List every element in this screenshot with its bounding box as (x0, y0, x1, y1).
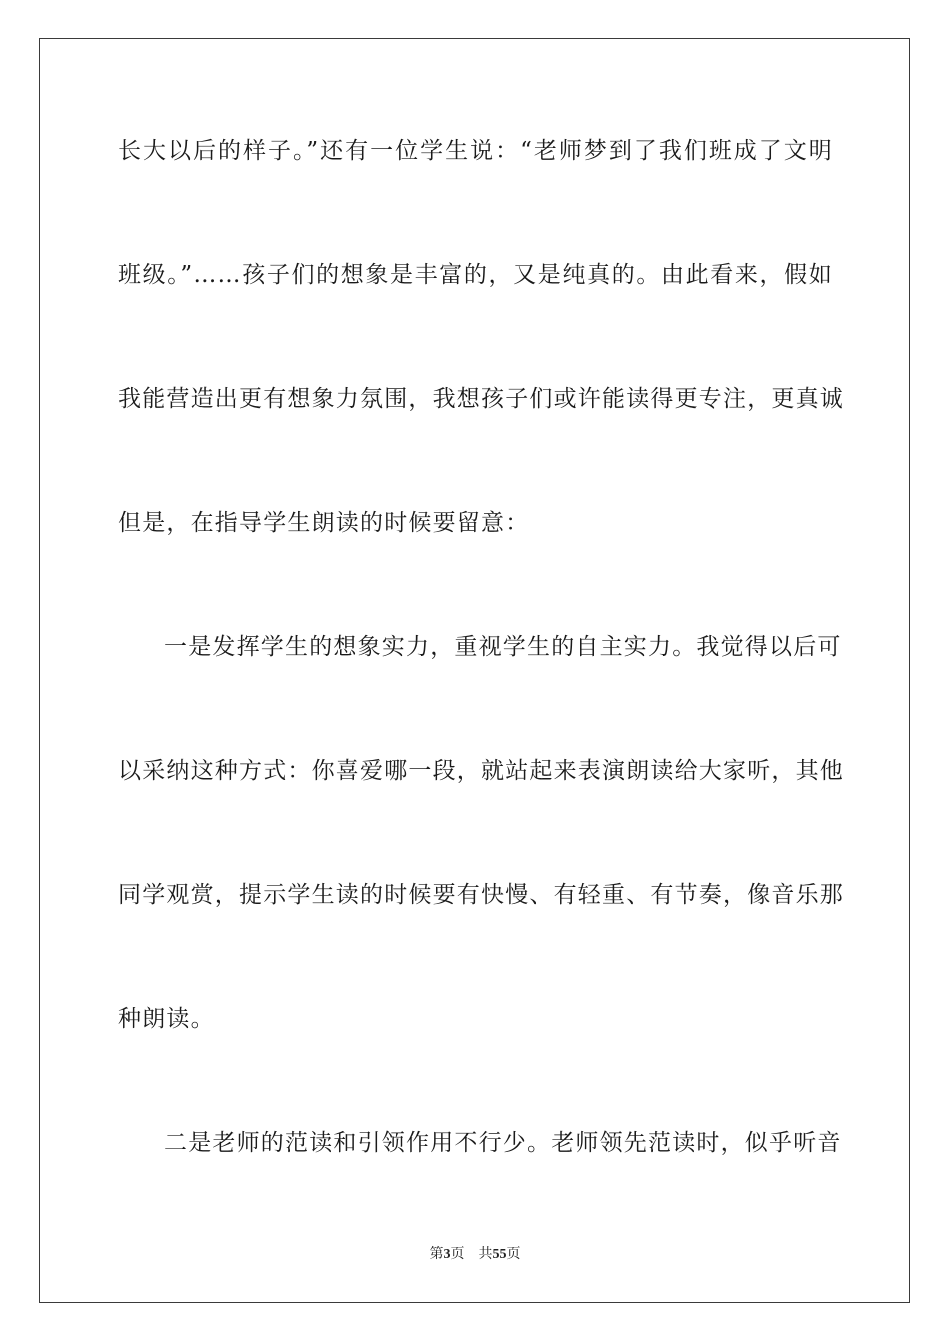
body-line-5: 一是发挥学生的想象实力，重视学生的自主实力。我觉得以后可 (164, 634, 842, 660)
page-footer (0, 1246, 950, 1264)
footer-page-number: 3 (443, 1247, 451, 1262)
body-line-3: 我能营造出更有想象力氛围，我想孩子们或许能读得更专注，更真诚 (118, 386, 844, 412)
footer-total-suffix: 页 (506, 1247, 521, 1262)
body-line-1: 长大以后的样子。”还有一位学生说：“老师梦到了我们班成了文明 (118, 138, 833, 164)
body-line-7: 同学观赏，提示学生读的时候要有快慢、有轻重、有节奏，像音乐那 (118, 882, 844, 908)
page-border (39, 38, 910, 1303)
body-line-9: 二是老师的范读和引领作用不行少。老师领先范读时，似乎听音 (164, 1130, 842, 1156)
footer-total-prefix: 共 (478, 1247, 493, 1262)
body-line-4: 但是，在指导学生朗读的时候要留意： (118, 510, 530, 536)
footer-page-prefix: 第 (429, 1247, 444, 1262)
body-line-2: 班级。”……孩子们的想象是丰富的，又是纯真的。由此看来，假如 (118, 262, 833, 288)
footer-total-pages: 55 (492, 1247, 507, 1262)
body-line-8: 种朗读。 (118, 1006, 215, 1032)
body-line-6: 以采纳这种方式：你喜爱哪一段，就站起来表演朗读给大家听，其他 (118, 758, 844, 784)
footer-page-suffix: 页 (450, 1247, 465, 1262)
